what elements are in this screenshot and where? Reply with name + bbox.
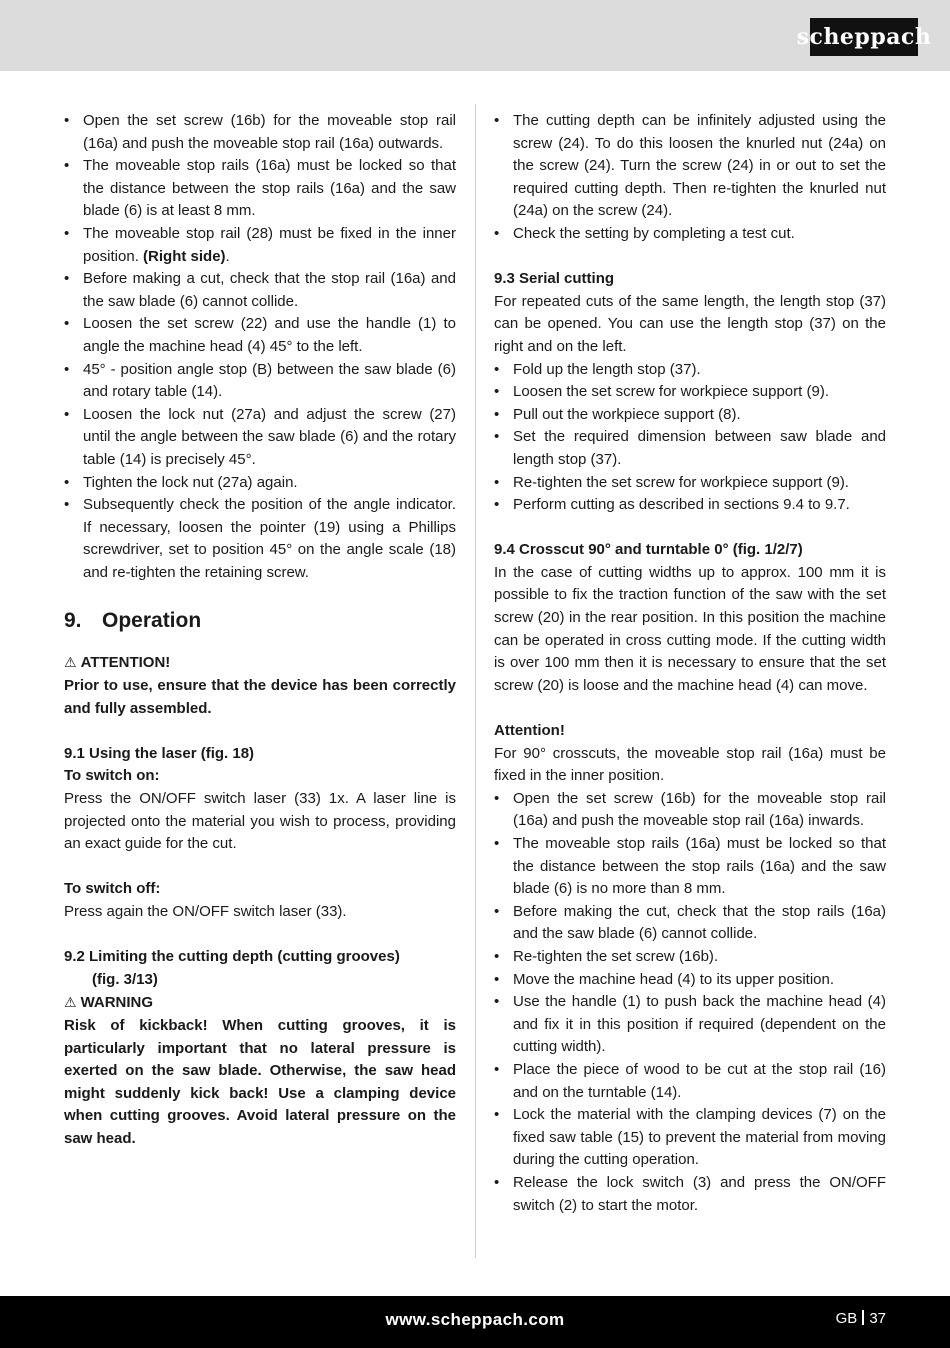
attention-text: Prior to use, ensure that the device has been correctly and fully assembled. (64, 677, 456, 717)
attention-label: ATTENTION! (80, 654, 171, 672)
list-item: • Place the piece of wood to be cut at the stop rail (16) and on the turntable (14). (494, 1059, 886, 1104)
list-item: • The moveable stop rail (28) must be fixed in the inner position. (Right side). (64, 223, 456, 268)
attention-text: For 90° crosscuts, the moveable stop rail (16a) must be fixed in the inner position. (494, 744, 886, 785)
depth-heading: 9.2 Limiting the cutting depth (cutting grooves) (64, 948, 400, 966)
section-number: 9. (64, 609, 82, 633)
crosscut-steps-list (494, 788, 886, 1217)
list-item: • The cutting depth can be infinitely adjusted using the screw (24). To do this loosen the knurled nut (24a) on the screw (24). Turn the screw (24) in or out to set the required cutting depth. Then re-tighten the knurled nut (24a) on the screw (24). (494, 110, 886, 223)
list-item: • The moveable stop rails (16a) must be locked so that the distance between the stop rails (16a) and the saw blade (6) is at least 8 mm. (64, 155, 456, 223)
depth-heading-fig: (fig. 3/13) (92, 970, 158, 988)
list-item: • Loosen the set screw (22) and use the handle (1) to angle the machine head (4) 45° to the left. (64, 313, 456, 358)
list-item: • Move the machine head (4) to its upper position. (494, 969, 886, 992)
footer-bar (0, 1296, 950, 1348)
list-item: • Tighten the lock nut (27a) again. (64, 472, 456, 495)
brand-logo: scheppach (810, 18, 918, 56)
switch-off-heading: To switch off: (64, 880, 161, 898)
switch-on-text: Press the ON/OFF switch laser (33) 1x. A laser line is projected onto the material you wish to process, providing an exact guide for the cut. (64, 790, 456, 853)
attention-heading: Attention! (494, 722, 565, 740)
list-item: • Open the set screw (16b) for the moveable stop rail (16a) and push the moveable stop rail (16a) inwards. (494, 788, 886, 833)
list-item: • Loosen the set screw for workpiece support (9). (494, 381, 886, 404)
list-item-text: The moveable stop rail (28) must be fixed in the inner position. (83, 224, 456, 265)
warning-triangle-icon: ⚠ (64, 994, 77, 1011)
list-item: • Release the lock switch (3) and press the ON/OFF switch (2) to start the motor. (494, 1172, 886, 1217)
footer-url[interactable]: www.scheppach.com (385, 1310, 565, 1329)
list-item: • Pull out the workpiece support (8). (494, 404, 886, 427)
list-item: • Open the set screw (16b) for the moveable stop rail (16a) and push the moveable stop rail (16a) outwards. (64, 110, 456, 155)
list-item: • Set the required dimension between saw blade and length stop (37). (494, 426, 886, 471)
list-item: • The moveable stop rails (16a) must be locked so that the distance between the stop rails (16a) and the saw blade (6) is no more than 8 mm. (494, 833, 886, 901)
list-item: • Fold up the length stop (37). (494, 359, 886, 382)
warning-text: Risk of kickback! When cutting grooves, it is particularly important that no lateral pressure is exerted on the saw blade. Otherwise, the saw head might suddenly kick back! Use a clamping device when cutting grooves. Avoid lateral pressure on the saw head. (64, 1016, 456, 1147)
switch-off-text: Press again the ON/OFF switch laser (33). (64, 903, 347, 920)
list-item: • Before making the cut, check that the stop rails (16a) and the saw blade (6) cannot collide. (494, 901, 886, 946)
section-title: Operation (102, 609, 202, 633)
laser-heading: 9.1 Using the laser (fig. 18) (64, 744, 255, 762)
right-side-note: (Right side) (143, 247, 226, 265)
left-column (64, 110, 456, 1151)
list-item: • Subsequently check the position of the angle indicator. If necessary, loosen the pointer (19) using a Phillips screwdriver, set to position 45° on the angle scale (18) and re-tighten the retaining screw. (64, 494, 456, 584)
list-item: • Re-tighten the set screw for workpiece support (9). (494, 472, 886, 495)
language-code: GB (835, 1310, 858, 1327)
page-separator (862, 1310, 864, 1325)
list-item: • Before making a cut, check that the stop rail (16a) and the saw blade (6) cannot collide. (64, 268, 456, 313)
list-item: • Lock the material with the clamping devices (7) on the fixed saw table (15) to prevent the material from moving during the cutting operation. (494, 1104, 886, 1172)
serial-steps-list (494, 359, 886, 517)
stop-rail-steps-list (64, 110, 456, 584)
list-item: • Use the handle (1) to push back the machine head (4) and fix it in this position if required (dependent on the cutting width). (494, 991, 886, 1059)
attention-heading (64, 651, 456, 675)
page-indicator (836, 1310, 886, 1327)
warning-heading (64, 991, 456, 1015)
list-item: • Check the setting by completing a test cut. (494, 223, 886, 246)
page-number: 37 (869, 1310, 886, 1327)
list-item: • Perform cutting as described in sections 9.4 to 9.7. (494, 494, 886, 517)
section-heading (64, 608, 456, 634)
switch-on-heading: To switch on: (64, 767, 160, 785)
serial-heading: 9.3 Serial cutting (494, 270, 615, 288)
warning-label: WARNING (80, 994, 154, 1012)
serial-text: For repeated cuts of the same length, the length stop (37) can be opened. You can use the length stop (37) on the right and on the left. (494, 292, 886, 355)
list-item: • 45° - position angle stop (B) between the saw blade (6) and rotary table (14). (64, 359, 456, 404)
list-item: • Loosen the lock nut (27a) and adjust the screw (27) until the angle between the saw blade (6) and the rotary table (14) is precisely 45°. (64, 404, 456, 472)
right-column (494, 110, 886, 1217)
warning-triangle-icon: ⚠ (64, 654, 77, 671)
crosscut-text: In the case of cutting widths up to approx. 100 mm it is possible to fix the traction function of the saw with the set screw (20) in the rear position. In this position the machine can be operated in cross cutting mode. If the cutting width is over 100 mm then it is necessary to ensure that the set screw (20) is loose and the machine head (4) can move. (494, 563, 886, 694)
column-divider (475, 104, 476, 1258)
crosscut-heading: 9.4 Crosscut 90° and turntable 0° (fig. 1/2/7) (494, 541, 803, 559)
depth-steps-list (494, 110, 886, 246)
list-item: • Re-tighten the set screw (16b). (494, 946, 886, 969)
